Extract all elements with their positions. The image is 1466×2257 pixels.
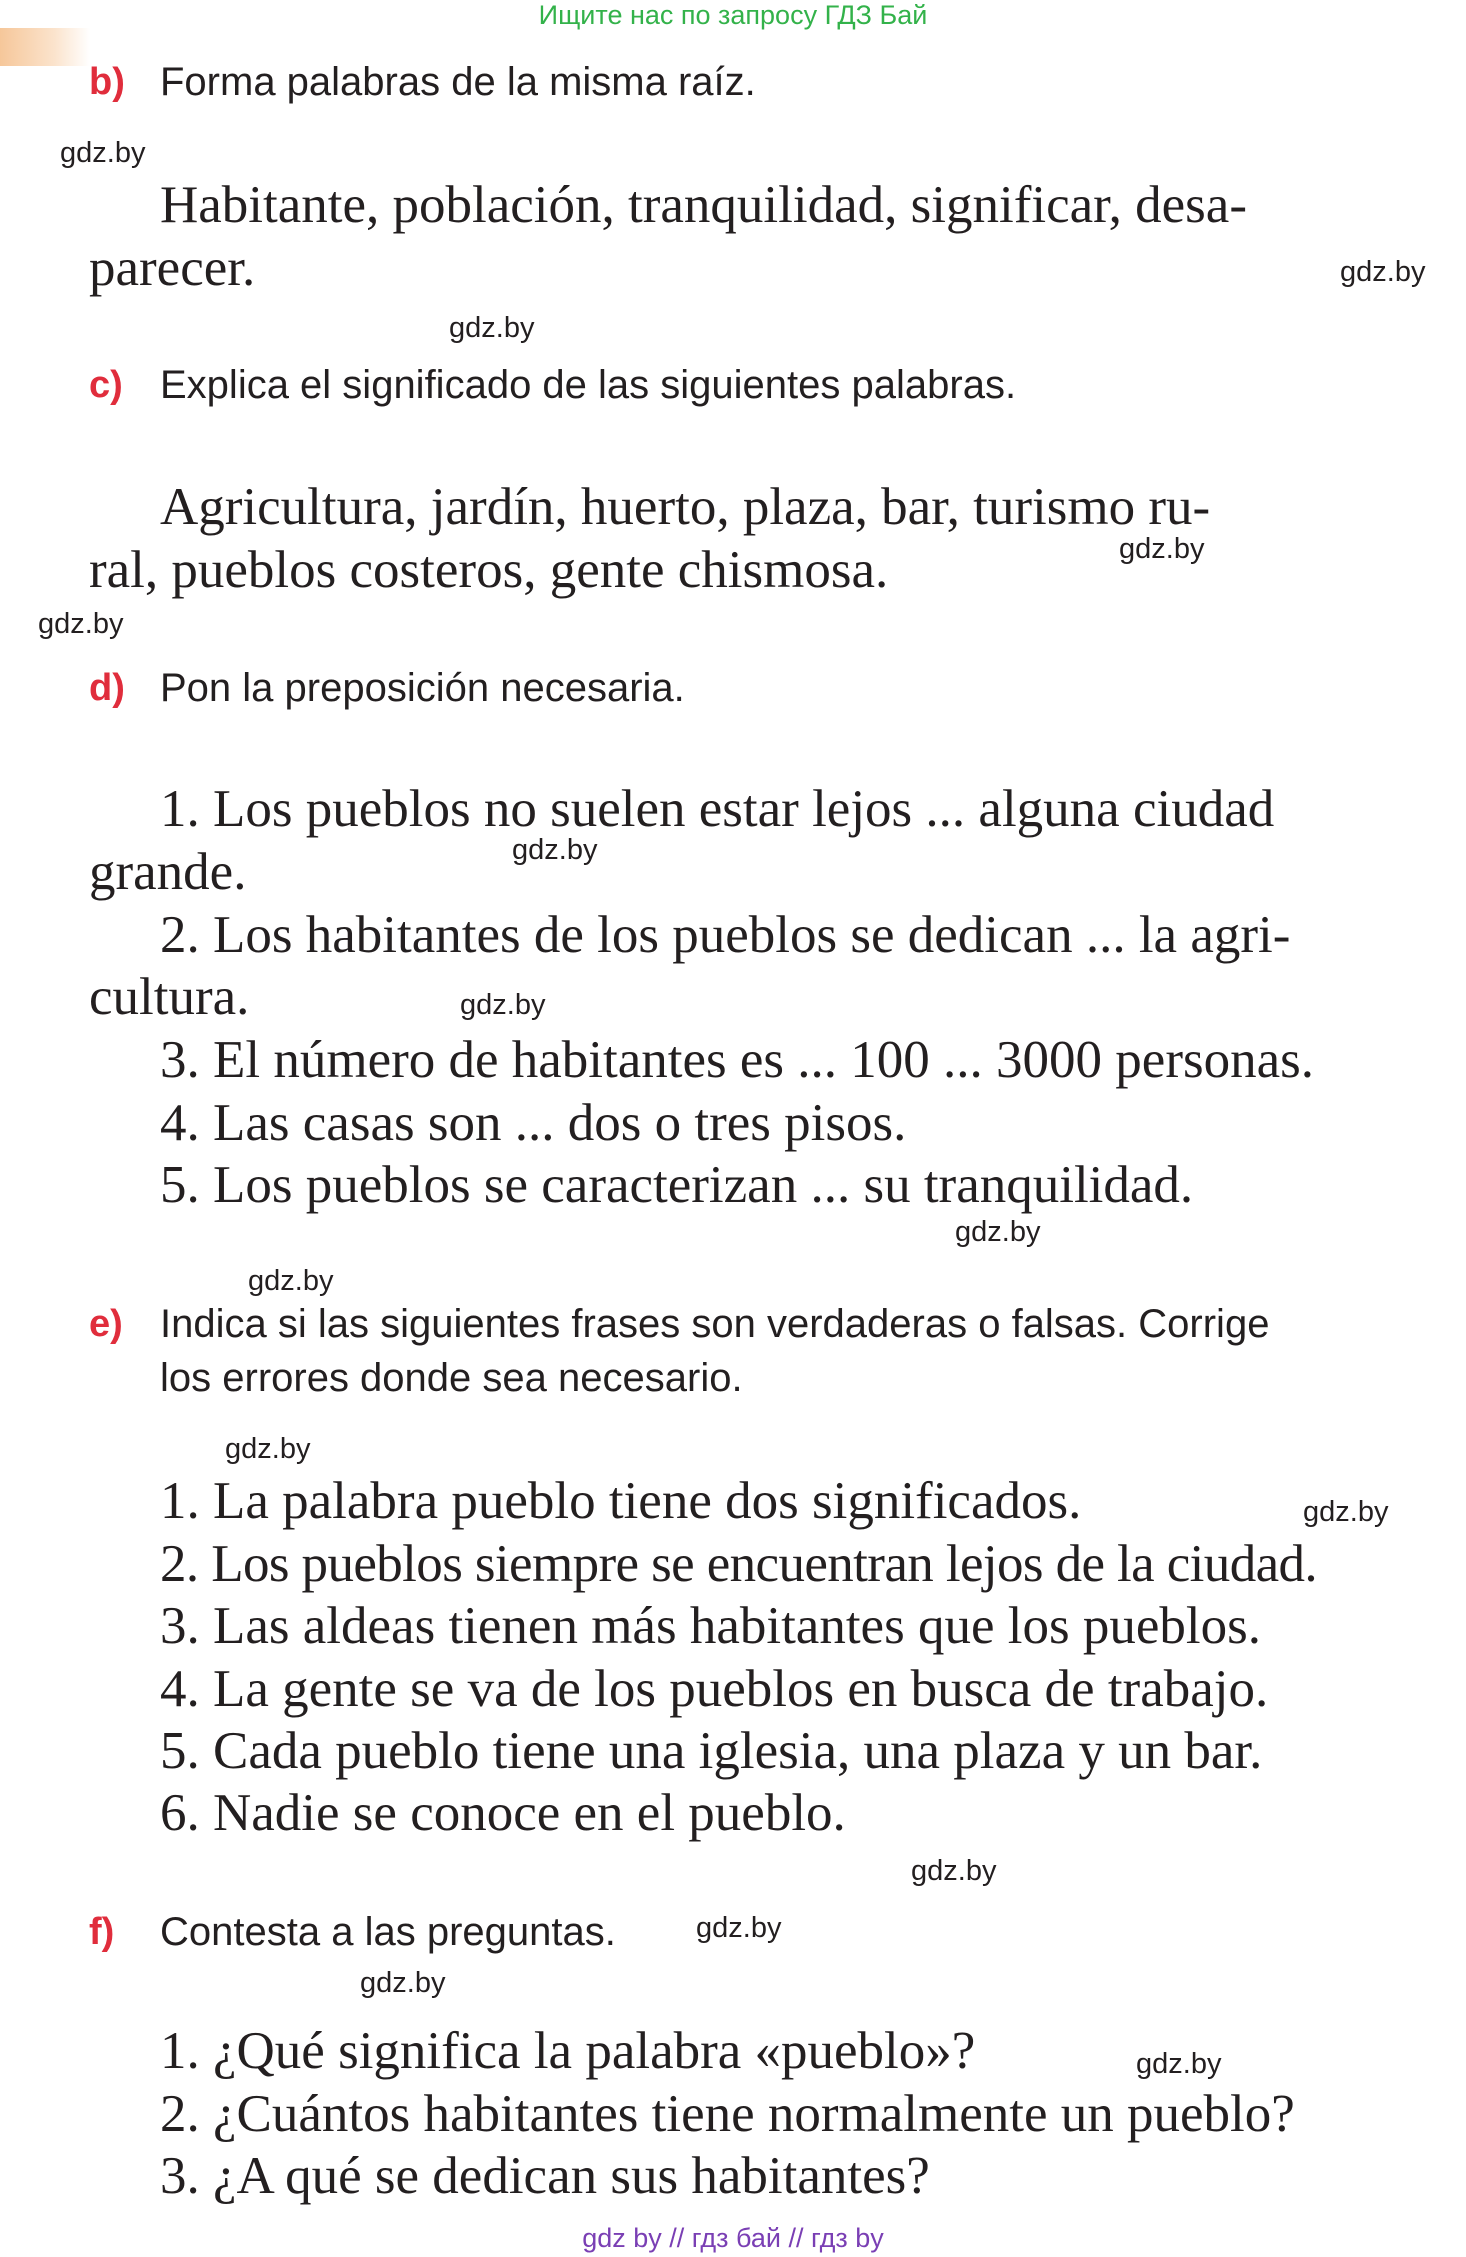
watermark: gdz.by — [1340, 256, 1426, 288]
watermark: gdz.by — [1136, 2048, 1222, 2080]
section-e-instruction-line2: los errores donde sea necesario. — [160, 1356, 743, 1400]
section-d-item-1-line2: grande. — [89, 843, 247, 901]
section-e-item: 6. Nadie se conoce en el pueblo. — [160, 1784, 846, 1842]
section-e-letter: e) — [89, 1303, 123, 1345]
section-f-instruction: Contesta a las preguntas. — [160, 1910, 616, 1954]
top-banner: Ищите нас по запросу ГДЗ Бай — [538, 0, 928, 30]
watermark: gdz.by — [955, 1216, 1041, 1248]
section-d-item-2-line2: cultura. — [89, 968, 250, 1026]
section-b-words-line1: Habitante, población, tranquilidad, significar, desa- — [160, 176, 1247, 234]
section-d-instruction: Pon la preposición necesaria. — [160, 666, 685, 710]
section-b-instruction: Forma palabras de la misma raíz. — [160, 60, 756, 104]
section-d-item-3: 3. El número de habitantes es ... 100 ... 3000 personas. — [160, 1031, 1314, 1089]
watermark: gdz.by — [512, 834, 598, 866]
watermark: gdz.by — [38, 608, 124, 640]
section-e-instruction-line1: Indica si las siguientes frases son verdaderas o falsas. Corrige — [160, 1302, 1270, 1346]
section-e-item: 2. Los pueblos siempre se encuentran lejos de la ciudad. — [160, 1535, 1318, 1593]
section-d-item-4: 4. Las casas son ... dos o tres pisos. — [160, 1094, 907, 1152]
watermark: gdz.by — [60, 137, 146, 169]
section-f-question: 1. ¿Qué significa la palabra «pueblo»? — [160, 2022, 976, 2080]
section-b-letter: b) — [89, 61, 125, 103]
section-d-item-1-line1: 1. Los pueblos no suelen estar lejos ... alguna ciudad — [160, 780, 1275, 838]
watermark: gdz.by — [1119, 533, 1205, 565]
section-d-item-5: 5. Los pueblos se caracterizan ... su tranquilidad. — [160, 1156, 1194, 1214]
section-e-item: 4. La gente se va de los pueblos en busca de trabajo. — [160, 1660, 1269, 1718]
watermark: gdz.by — [696, 1912, 782, 1944]
section-e-item: 3. Las aldeas tienen más habitantes que los pueblos. — [160, 1597, 1261, 1655]
watermark: gdz.by — [911, 1855, 997, 1887]
section-c-letter: c) — [89, 364, 123, 406]
section-e-item: 1. La palabra pueblo tiene dos significados. — [160, 1472, 1082, 1530]
section-c-instruction: Explica el significado de las siguientes palabras. — [160, 363, 1017, 407]
section-d-letter: d) — [89, 667, 125, 709]
watermark: gdz.by — [1303, 1496, 1389, 1528]
watermark: gdz.by — [248, 1265, 334, 1297]
section-b-words-line2: parecer. — [89, 239, 256, 297]
bottom-banner: gdz by // гдз бай // гдз by — [582, 2223, 884, 2253]
section-c-words-line1: Agricultura, jardín, huerto, plaza, bar, turismo ru- — [160, 478, 1211, 536]
section-d-item-2-line1: 2. Los habitantes de los pueblos se dedican ... la agri- — [160, 906, 1291, 964]
section-e-item: 5. Cada pueblo tiene una iglesia, una plaza y un bar. — [160, 1722, 1263, 1780]
corner-tab-decoration — [0, 28, 90, 66]
watermark: gdz.by — [360, 1967, 446, 1999]
watermark: gdz.by — [225, 1433, 311, 1465]
watermark: gdz.by — [460, 989, 546, 1021]
section-c-words-line2: ral, pueblos costeros, gente chismosa. — [89, 541, 889, 599]
section-f-letter: f) — [89, 1911, 115, 1953]
watermark: gdz.by — [449, 312, 535, 344]
section-f-question: 2. ¿Cuántos habitantes tiene normalmente un pueblo? — [160, 2085, 1295, 2143]
section-f-question: 3. ¿A qué se dedican sus habitantes? — [160, 2147, 930, 2205]
